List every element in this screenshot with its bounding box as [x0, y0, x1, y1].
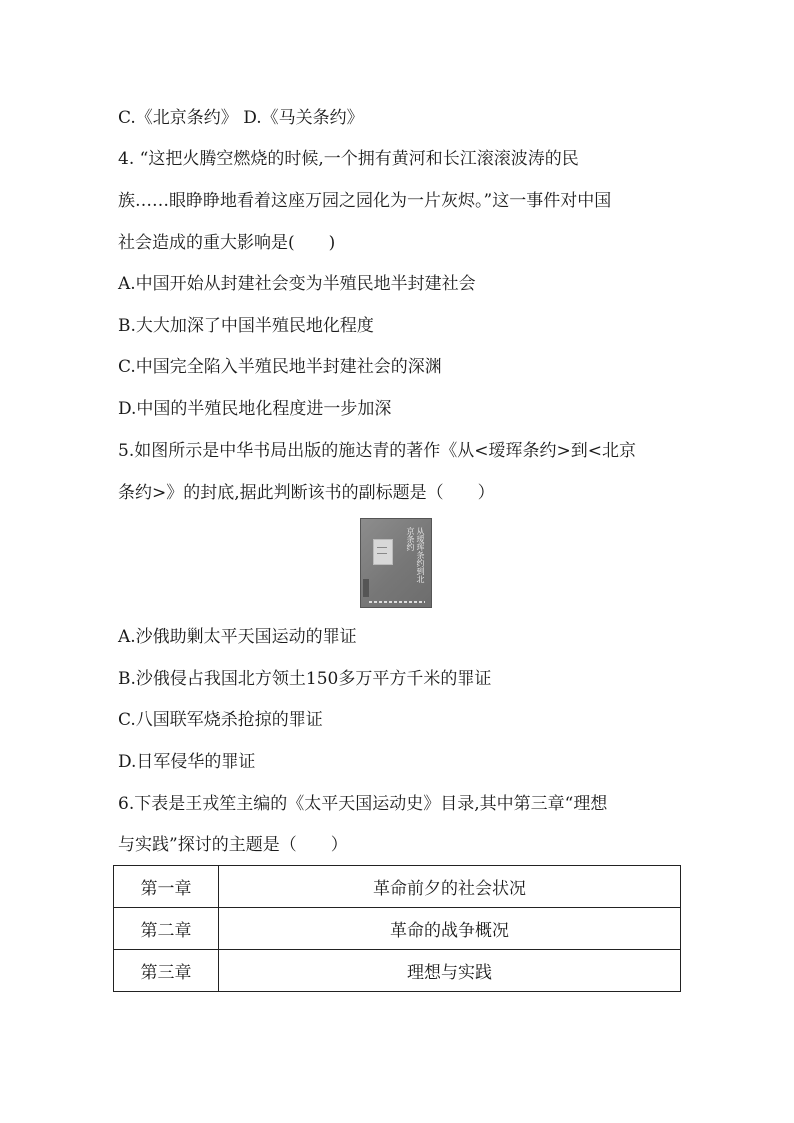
question-3-options: C.《北京条约》 D.《马关条约》: [118, 108, 364, 128]
question-4-stem-line-3: 社会造成的重大影响是( ): [118, 233, 336, 253]
chapter-number: 第一章: [114, 866, 219, 908]
stamp-line: [377, 547, 387, 548]
question-4-stem-line-1: 4. “这把火腾空燃烧的时候,一个拥有黄河和长江滚滚波涛的民: [118, 149, 579, 169]
question-5-option-b: B.沙俄侵占我国北方领土150多万平方千米的罪证: [118, 669, 492, 689]
table-row: [114, 866, 681, 908]
chapter-title: 理想与实践: [219, 950, 681, 992]
cover-bar: [363, 579, 369, 597]
cover-stamp: [373, 539, 393, 565]
question-5-stem-line-2: 条约>》的封底,据此判断该书的副标题是（ ）: [118, 483, 495, 503]
cover-title: 从瑷珲条约到北京条约: [406, 527, 425, 583]
table-of-contents: [113, 865, 681, 992]
question-5-stem-line-1: 5.如图所示是中华书局出版的施达青的著作《从<瑷珲条约>到<北京: [118, 441, 636, 461]
book-back-cover-image: [360, 518, 432, 608]
question-4-option-c: C.中国完全陷入半殖民地半封建社会的深渊: [118, 357, 442, 377]
question-5-option-a: A.沙俄助剿太平天国运动的罪证: [118, 627, 357, 647]
question-6-stem-line-2: 与实践”探讨的主题是（ ）: [118, 835, 348, 855]
question-6-stem-line-1: 6.下表是王戎笙主编的《太平天国运动史》目录,其中第三章“理想: [118, 794, 608, 814]
chapter-title: 革命的战争概况: [219, 908, 681, 950]
question-4-option-b: B.大大加深了中国半殖民地化程度: [118, 316, 374, 336]
question-5-option-d: D.日军侵华的罪证: [118, 752, 256, 772]
question-4-option-a: A.中国开始从封建社会变为半殖民地半封建社会: [118, 274, 476, 294]
question-5-option-c: C.八国联军烧杀抢掠的罪证: [118, 710, 323, 730]
stamp-line: [377, 553, 387, 554]
cover-footer: [369, 601, 425, 603]
table-row: [114, 908, 681, 950]
chapter-title: 革命前夕的社会状况: [219, 866, 681, 908]
table-row: [114, 950, 681, 992]
question-4-stem-line-2: 族……眼睁睁地看着这座万园之园化为一片灰烬。”这一事件对中国: [118, 191, 612, 211]
chapter-number: 第三章: [114, 950, 219, 992]
chapter-number: 第二章: [114, 908, 219, 950]
question-4-option-d: D.中国的半殖民地化程度进一步加深: [118, 399, 392, 419]
